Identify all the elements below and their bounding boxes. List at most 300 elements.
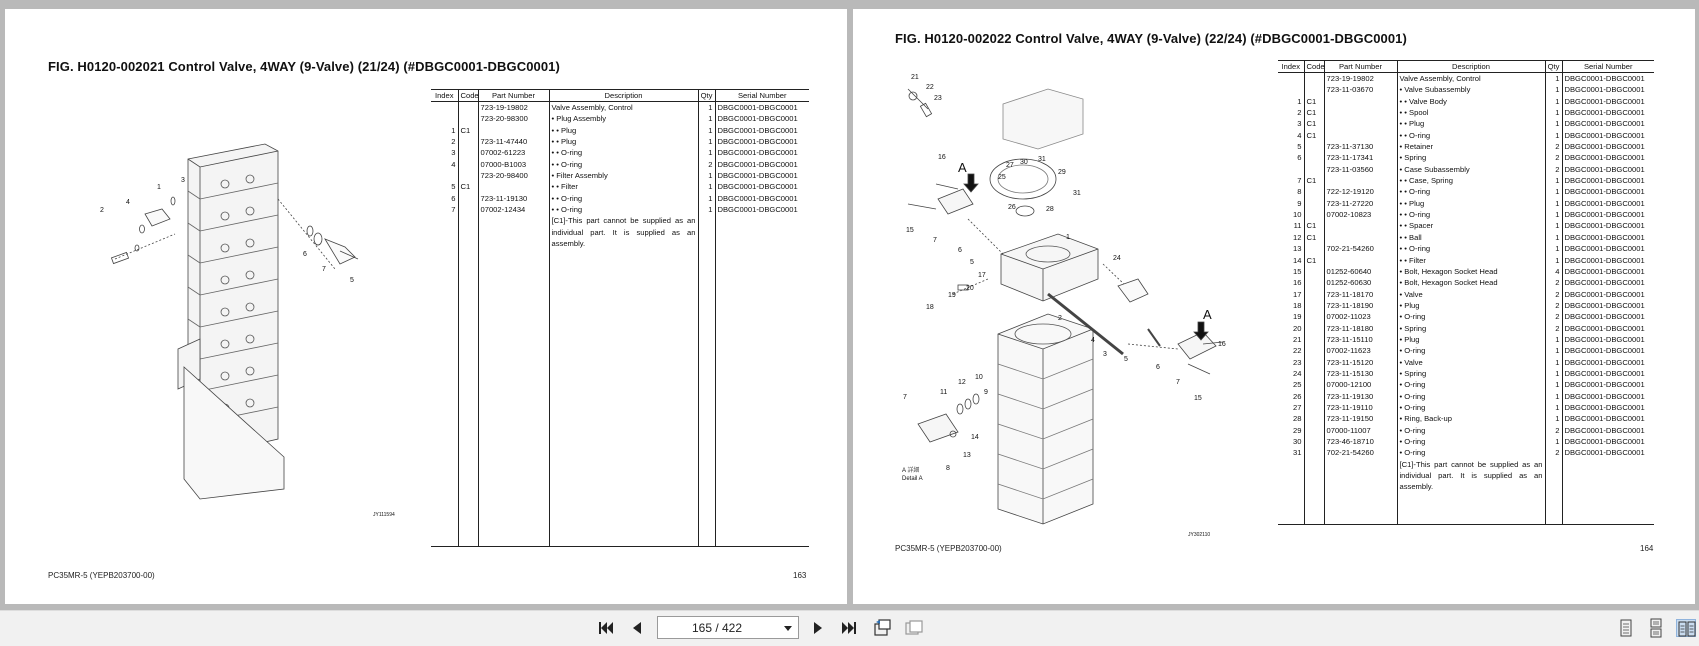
callout-A2: A xyxy=(1203,307,1212,322)
table-cell-qty: 1 xyxy=(698,147,715,158)
table-cell-part: 723-11-17341 xyxy=(1324,152,1397,163)
table-cell-serial: DBGC0001-DBGC0001 xyxy=(715,125,809,136)
table-cell-code xyxy=(458,204,478,215)
next-page-icon xyxy=(808,619,828,637)
table-cell-desc: • • Plug xyxy=(1397,198,1545,209)
two-page-view-icon xyxy=(1677,620,1697,638)
table-cell-index: 20 xyxy=(1293,323,1302,333)
callout-6: 6 xyxy=(303,251,307,258)
table-cell-qty: 1 xyxy=(1545,357,1562,368)
table-cell-part xyxy=(1324,255,1397,266)
table-cell-part: 723-11-47440 xyxy=(478,136,549,147)
diagram-code: JY302110 xyxy=(1188,532,1211,538)
table-cell-serial: DBGC0001-DBGC0001 xyxy=(1562,73,1654,85)
table-row xyxy=(431,181,809,192)
column-header: Index xyxy=(1278,61,1304,73)
table-cell-qty: 1 xyxy=(698,113,715,124)
first-page-button[interactable] xyxy=(596,619,616,637)
detail-label-en: Detail A xyxy=(902,476,923,482)
callout-7: 7 xyxy=(933,237,937,244)
table-row xyxy=(1278,73,1654,85)
table-cell-index: 8 xyxy=(1297,187,1302,197)
table-cell-serial: DBGC0001-DBGC0001 xyxy=(715,113,809,124)
table-cell-serial: DBGC0001-DBGC0001 xyxy=(1562,402,1654,413)
table-cell-qty: 4 xyxy=(1545,266,1562,277)
table-cell-qty: 2 xyxy=(1545,164,1562,175)
table-cell-code xyxy=(1304,84,1324,95)
table-cell-serial: DBGC0001-DBGC0001 xyxy=(1562,198,1654,209)
table-cell-desc: • Plug xyxy=(1397,300,1545,311)
table-row xyxy=(1278,152,1654,163)
table-cell-part: 01252-60640 xyxy=(1324,266,1397,277)
table-cell-index: 24 xyxy=(1293,368,1302,378)
table-cell-serial: DBGC0001-DBGC0001 xyxy=(715,181,809,192)
table-cell-desc: • Plug xyxy=(1397,334,1545,345)
table-row xyxy=(1278,425,1654,436)
table-cell-index: 26 xyxy=(1293,391,1302,401)
column-header: Code xyxy=(1304,61,1324,73)
table-cell-qty: 1 xyxy=(698,125,715,136)
rotate-view-button[interactable] xyxy=(872,619,892,637)
table-cell-part xyxy=(478,125,549,136)
table-cell-qty: 1 xyxy=(1545,130,1562,141)
table-cell-serial: DBGC0001-DBGC0001 xyxy=(1562,413,1654,424)
table-note-row xyxy=(1278,459,1654,525)
table-row xyxy=(1278,391,1654,402)
callout-7b: 7 xyxy=(1176,379,1180,386)
table-cell-serial: DBGC0001-DBGC0001 xyxy=(1562,368,1654,379)
continuous-view-icon xyxy=(1646,619,1666,637)
callout-25: 25 xyxy=(998,174,1006,181)
table-cell-qty: 2 xyxy=(1545,277,1562,288)
table-row xyxy=(1278,379,1654,390)
table-cell-empty xyxy=(1324,459,1397,525)
table-cell-code xyxy=(458,170,478,181)
last-page-icon xyxy=(839,619,859,637)
table-cell-part: 07002-12434 xyxy=(478,204,549,215)
table-cell-qty: 1 xyxy=(1545,368,1562,379)
table-cell-serial: DBGC0001-DBGC0001 xyxy=(1562,334,1654,345)
table-cell-index: 7 xyxy=(1297,176,1302,186)
table-cell-code xyxy=(1304,368,1324,379)
page-number: 164 xyxy=(1640,544,1654,553)
table-cell-index: 23 xyxy=(1293,357,1302,367)
table-cell-index: 25 xyxy=(1293,380,1302,390)
next-page-button[interactable] xyxy=(808,619,828,637)
table-cell-index: 4 xyxy=(451,159,456,169)
table-cell-code: C1 xyxy=(1304,107,1324,118)
table-row xyxy=(431,147,809,158)
column-header: Description xyxy=(549,90,698,102)
table-cell-desc: • O-ring xyxy=(1397,436,1545,447)
table-cell-code: C1 xyxy=(458,181,478,192)
table-cell-qty: 2 xyxy=(1545,141,1562,152)
callout-2: 2 xyxy=(1058,315,1062,322)
table-cell-empty xyxy=(1278,459,1304,525)
table-cell-empty xyxy=(1304,459,1324,525)
fit-view-icon xyxy=(904,619,924,637)
callout-2: 2 xyxy=(100,207,104,214)
table-cell-part: 723-11-19130 xyxy=(478,193,549,204)
table-cell-index: 19 xyxy=(1293,312,1302,322)
table-cell-qty: 1 xyxy=(698,170,715,181)
table-cell-serial: DBGC0001-DBGC0001 xyxy=(1562,186,1654,197)
table-cell-index: 7 xyxy=(451,205,456,215)
table-cell-qty: 1 xyxy=(1545,413,1562,424)
table-cell-code xyxy=(458,159,478,170)
table-cell-serial: DBGC0001-DBGC0001 xyxy=(1562,152,1654,163)
table-cell-code xyxy=(1304,334,1324,345)
table-cell-code: C1 xyxy=(1304,175,1324,186)
table-cell-code xyxy=(1304,379,1324,390)
exploded-parts-diagram xyxy=(898,64,1233,539)
callout-10: 10 xyxy=(975,374,983,381)
table-cell-code xyxy=(1304,402,1324,413)
table-cell-desc: • • O-ring xyxy=(1397,130,1545,141)
table-cell-qty: 2 xyxy=(1545,152,1562,163)
callout-9: 9 xyxy=(984,389,988,396)
callout-13: 13 xyxy=(963,452,971,459)
table-cell-part: 07000-11007 xyxy=(1324,425,1397,436)
table-cell-code: C1 xyxy=(1304,118,1324,129)
table-row xyxy=(1278,323,1654,334)
table-cell-qty: 1 xyxy=(1545,232,1562,243)
table-row xyxy=(1278,96,1654,107)
table-note-row xyxy=(431,215,809,547)
single-page-view-button[interactable] xyxy=(1616,619,1636,637)
table-cell-desc: • Bolt, Hexagon Socket Head xyxy=(1397,277,1545,288)
callout-29: 29 xyxy=(1058,169,1066,176)
table-cell-index: 13 xyxy=(1293,244,1302,254)
table-cell-qty: 1 xyxy=(698,136,715,147)
table-cell-code xyxy=(1304,164,1324,175)
table-cell-code xyxy=(1304,413,1324,424)
table-cell-index xyxy=(1278,84,1304,95)
page-number-select[interactable] xyxy=(657,616,799,639)
table-cell-qty: 2 xyxy=(1545,289,1562,300)
table-cell-index: 22 xyxy=(1293,346,1302,356)
table-cell-index xyxy=(431,102,458,114)
column-header: Part Number xyxy=(478,90,549,102)
table-cell-index: 12 xyxy=(1293,232,1302,242)
table-cell-code xyxy=(1304,243,1324,254)
table-row xyxy=(431,204,809,215)
table-cell-serial: DBGC0001-DBGC0001 xyxy=(1562,357,1654,368)
table-cell-serial: DBGC0001-DBGC0001 xyxy=(1562,300,1654,311)
table-cell-serial: DBGC0001-DBGC0001 xyxy=(1562,266,1654,277)
table-row xyxy=(1278,277,1654,288)
table-cell-qty: 2 xyxy=(698,159,715,170)
table-cell-desc: • O-ring xyxy=(1397,402,1545,413)
figure-title: FIG. H0120-002021 Control Valve, 4WAY (9-Valve) (21/24) (#DBGC0001-DBGC0001) xyxy=(48,59,560,74)
table-cell-part: 723-11-15120 xyxy=(1324,357,1397,368)
table-cell-code xyxy=(458,193,478,204)
table-cell-part: 07002-10823 xyxy=(1324,209,1397,220)
table-cell-serial: DBGC0001-DBGC0001 xyxy=(1562,209,1654,220)
table-row xyxy=(1278,447,1654,458)
table-cell-desc: • Case Subassembly xyxy=(1397,164,1545,175)
table-cell-index xyxy=(431,113,458,124)
table-cell-code: C1 xyxy=(1304,96,1324,107)
fit-view-button[interactable] xyxy=(904,619,924,637)
table-cell-part: 723-11-15110 xyxy=(1324,334,1397,345)
table-cell-serial: DBGC0001-DBGC0001 xyxy=(1562,447,1654,458)
table-cell-desc: • • Case, Spring xyxy=(1397,175,1545,186)
table-cell-qty: 1 xyxy=(1545,198,1562,209)
column-header: Code xyxy=(458,90,478,102)
callout-21: 21 xyxy=(911,74,919,81)
callout-11: 11 xyxy=(940,389,948,396)
table-cell-qty: 1 xyxy=(1545,334,1562,345)
table-row xyxy=(1278,436,1654,447)
previous-page-button[interactable] xyxy=(627,619,647,637)
table-cell-qty: 1 xyxy=(1545,73,1562,85)
table-cell-qty: 1 xyxy=(1545,402,1562,413)
table-cell-code: C1 xyxy=(458,125,478,136)
table-cell-index: 29 xyxy=(1293,425,1302,435)
table-cell-serial: DBGC0001-DBGC0001 xyxy=(1562,311,1654,322)
table-cell-desc: • • O-ring xyxy=(549,193,698,204)
table-cell-qty: 1 xyxy=(1545,175,1562,186)
single-page-icon xyxy=(1616,619,1636,637)
rotate-view-icon xyxy=(872,619,892,637)
callout-4: 4 xyxy=(1091,337,1095,344)
table-cell-serial: DBGC0001-DBGC0001 xyxy=(1562,425,1654,436)
table-cell-qty: 1 xyxy=(1545,220,1562,231)
table-cell-empty xyxy=(431,215,458,547)
table-cell-index xyxy=(1278,73,1304,85)
last-page-button[interactable] xyxy=(839,619,859,637)
document-footer: PC35MR-5 (YEPB203700-00) xyxy=(48,571,155,580)
table-cell-part: 702-21-54260 xyxy=(1324,243,1397,254)
table-row xyxy=(1278,220,1654,231)
table-cell-part: 723-46-18710 xyxy=(1324,436,1397,447)
callout-5: 5 xyxy=(350,277,354,284)
table-cell-desc: • O-ring xyxy=(1397,345,1545,356)
callout-16b: 16 xyxy=(1218,341,1226,348)
table-cell-qty: 1 xyxy=(1545,243,1562,254)
exploded-parts-diagram xyxy=(100,139,395,519)
table-cell-desc: • • O-ring xyxy=(1397,186,1545,197)
table-cell-part: 07002-11023 xyxy=(1324,311,1397,322)
table-cell-desc: • • Filter xyxy=(1397,255,1545,266)
table-cell-part: 723-11-15130 xyxy=(1324,368,1397,379)
first-page-icon xyxy=(596,619,616,637)
table-cell-index xyxy=(1278,164,1304,175)
callout-14: 14 xyxy=(971,434,979,441)
table-row xyxy=(431,102,809,114)
table-cell-desc: • Spring xyxy=(1397,152,1545,163)
table-cell-serial: DBGC0001-DBGC0001 xyxy=(715,159,809,170)
table-row xyxy=(1278,107,1654,118)
column-header: Serial Number xyxy=(715,90,809,102)
table-cell-empty xyxy=(1562,459,1654,525)
continuous-view-button[interactable] xyxy=(1646,619,1666,637)
table-row xyxy=(431,136,809,147)
table-cell-qty: 1 xyxy=(1545,209,1562,220)
table-cell-index: 4 xyxy=(1297,130,1302,140)
table-cell-part xyxy=(478,181,549,192)
table-cell-part: 07000-B1003 xyxy=(478,159,549,170)
table-header-row xyxy=(1278,61,1654,73)
callout-27: 27 xyxy=(1006,162,1014,169)
callout-30: 30 xyxy=(1020,159,1028,166)
table-cell-index: 5 xyxy=(1297,142,1302,152)
table-cell-index: 16 xyxy=(1293,278,1302,288)
table-cell-serial: DBGC0001-DBGC0001 xyxy=(1562,255,1654,266)
table-cell-desc: • Valve Subassembly xyxy=(1397,84,1545,95)
table-cell-index xyxy=(431,170,458,181)
callout-6b: 6 xyxy=(1156,364,1160,371)
table-cell-qty: 2 xyxy=(1545,311,1562,322)
table-cell-index: 27 xyxy=(1293,402,1302,412)
table-cell-code xyxy=(1304,209,1324,220)
table-cell-code xyxy=(1304,311,1324,322)
table-cell-part: 723-11-03670 xyxy=(1324,84,1397,95)
callout-22: 22 xyxy=(926,84,934,91)
table-cell-empty xyxy=(1545,459,1562,525)
table-cell-qty: 1 xyxy=(1545,96,1562,107)
table-cell-index: 30 xyxy=(1293,437,1302,446)
table-cell-desc: • Filter Assembly xyxy=(549,170,698,181)
table-cell-serial: DBGC0001-DBGC0001 xyxy=(1562,391,1654,402)
table-cell-part: 723-11-27220 xyxy=(1324,198,1397,209)
table-cell-serial: DBGC0001-DBGC0001 xyxy=(715,102,809,114)
table-row xyxy=(1278,255,1654,266)
document-page-left xyxy=(5,9,847,604)
table-row xyxy=(1278,357,1654,368)
table-cell-part: 722-12-19120 xyxy=(1324,186,1397,197)
table-cell-serial: DBGC0001-DBGC0001 xyxy=(1562,379,1654,390)
table-cell-index: 11 xyxy=(1293,221,1302,231)
table-cell-desc: • Plug Assembly xyxy=(549,113,698,124)
parts-table xyxy=(431,89,809,547)
table-cell-desc: • Valve xyxy=(1397,289,1545,300)
table-row xyxy=(431,113,809,124)
column-header: Description xyxy=(1397,61,1545,73)
table-cell-serial: DBGC0001-DBGC0001 xyxy=(1562,345,1654,356)
table-cell-serial: DBGC0001-DBGC0001 xyxy=(715,136,809,147)
previous-page-icon xyxy=(627,619,647,637)
table-cell-part xyxy=(1324,175,1397,186)
callout-16: 16 xyxy=(938,154,946,161)
table-cell-part: 07002-11623 xyxy=(1324,345,1397,356)
table-cell-serial: DBGC0001-DBGC0001 xyxy=(1562,118,1654,129)
table-cell-index: 1 xyxy=(1297,96,1302,106)
callout-15b: 15 xyxy=(1194,395,1202,402)
table-cell-empty xyxy=(478,215,549,547)
callout-5b: 5 xyxy=(1124,356,1128,363)
callout-6: 6 xyxy=(958,247,962,254)
table-cell-code xyxy=(1304,141,1324,152)
table-cell-index: 9 xyxy=(1297,198,1302,208)
table-row xyxy=(431,125,809,136)
table-cell-code xyxy=(1304,357,1324,368)
callout-26: 26 xyxy=(1008,204,1016,211)
table-cell-desc: Valve Assembly, Control xyxy=(1397,73,1545,85)
table-cell-code xyxy=(1304,198,1324,209)
table-row xyxy=(1278,130,1654,141)
table-cell-index: 2 xyxy=(451,137,456,147)
table-cell-part: 07002-61223 xyxy=(478,147,549,158)
table-row xyxy=(431,159,809,170)
table-cell-code xyxy=(1304,186,1324,197)
table-row xyxy=(1278,84,1654,95)
table-cell-index: 14 xyxy=(1293,255,1302,265)
table-cell-desc: • • Plug xyxy=(1397,118,1545,129)
callout-24: 24 xyxy=(1113,255,1121,262)
table-row xyxy=(1278,402,1654,413)
table-cell-part xyxy=(1324,107,1397,118)
table-cell-serial: DBGC0001-DBGC0001 xyxy=(1562,107,1654,118)
table-cell-serial: DBGC0001-DBGC0001 xyxy=(1562,277,1654,288)
table-cell-code xyxy=(1304,391,1324,402)
table-cell-qty: 1 xyxy=(1545,391,1562,402)
table-cell-serial: DBGC0001-DBGC0001 xyxy=(1562,175,1654,186)
table-cell-part: 702-21-54260 xyxy=(1324,447,1397,458)
table-row xyxy=(1278,413,1654,424)
table-cell-serial: DBGC0001-DBGC0001 xyxy=(1562,232,1654,243)
table-cell-part: 723-20-98400 xyxy=(478,170,549,181)
table-cell-qty: 1 xyxy=(1545,118,1562,129)
table-cell-qty: 2 xyxy=(1545,425,1562,436)
column-header: Part Number xyxy=(1324,61,1397,73)
assembly-note: [C1]-This part cannot be supplied as an individual part. It is supplied as an assembly. xyxy=(1397,459,1545,525)
table-cell-qty: 1 xyxy=(1545,186,1562,197)
table-cell-part: 723-11-18180 xyxy=(1324,323,1397,334)
table-cell-qty: 1 xyxy=(698,204,715,215)
table-cell-part: 01252-60630 xyxy=(1324,277,1397,288)
table-cell-code xyxy=(1304,277,1324,288)
table-cell-desc: • • Ball xyxy=(1397,232,1545,243)
table-cell-code xyxy=(458,136,478,147)
callout-12: 12 xyxy=(958,379,966,386)
table-cell-part xyxy=(1324,220,1397,231)
table-cell-part: 723-11-03560 xyxy=(1324,164,1397,175)
table-cell-desc: • Ring, Back-up xyxy=(1397,413,1545,424)
table-cell-code xyxy=(1304,425,1324,436)
table-cell-index: 17 xyxy=(1293,289,1302,299)
table-cell-code xyxy=(1304,300,1324,311)
table-cell-empty xyxy=(458,215,478,547)
table-cell-index: 3 xyxy=(451,148,456,158)
table-cell-code xyxy=(1304,266,1324,277)
table-cell-part: 723-11-37130 xyxy=(1324,141,1397,152)
table-cell-part: 723-11-19130 xyxy=(1324,391,1397,402)
table-cell-empty xyxy=(698,215,715,547)
table-row xyxy=(1278,334,1654,345)
table-cell-desc: • Spring xyxy=(1397,368,1545,379)
callout-3: 3 xyxy=(1103,351,1107,358)
table-cell-qty: 1 xyxy=(698,193,715,204)
table-cell-desc: • • O-ring xyxy=(549,204,698,215)
table-cell-part: 723-20-98300 xyxy=(478,113,549,124)
table-cell-serial: DBGC0001-DBGC0001 xyxy=(1562,84,1654,95)
table-cell-part: 07000-12100 xyxy=(1324,379,1397,390)
table-cell-serial: DBGC0001-DBGC0001 xyxy=(1562,141,1654,152)
table-row xyxy=(1278,198,1654,209)
table-cell-serial: DBGC0001-DBGC0001 xyxy=(1562,220,1654,231)
column-header: Serial Number xyxy=(1562,61,1654,73)
document-page-right xyxy=(853,9,1695,604)
two-page-view-button[interactable] xyxy=(1676,619,1696,637)
table-cell-part: 723-11-18170 xyxy=(1324,289,1397,300)
table-cell-serial: DBGC0001-DBGC0001 xyxy=(1562,243,1654,254)
table-cell-serial: DBGC0001-DBGC0001 xyxy=(715,147,809,158)
table-row xyxy=(431,170,809,181)
table-cell-qty: 1 xyxy=(1545,345,1562,356)
table-cell-qty: 1 xyxy=(1545,84,1562,95)
